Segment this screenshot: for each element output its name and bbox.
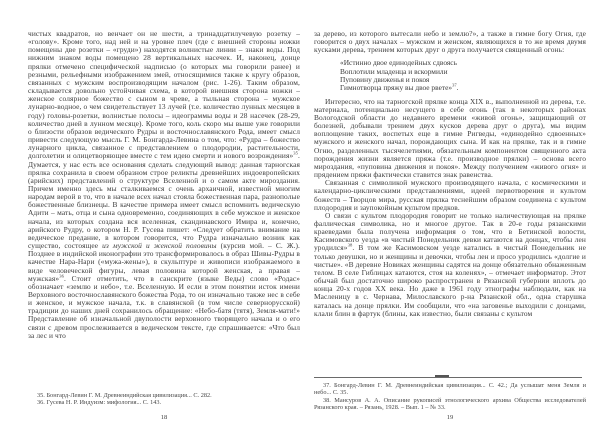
verse-line xyxy=(340,84,586,92)
verse-quote xyxy=(340,59,586,92)
text-segment: Гимнотворца пряжу вы двое рвете» xyxy=(340,83,453,93)
body-text-right xyxy=(314,30,586,372)
text-segment: (курсив мой. – С. Ж.). Позднее в индийской иконографии это трансформировалось в образ Шивы-Рудры в качестве Нара-Нари («мужа-жены»), в скульптуре и живописи изображаемого в виде человеческой фигуры, левая половина которой женская, а правая – мужская» xyxy=(28,241,300,283)
footnote-marker-35: 35 xyxy=(293,150,299,156)
footnote-38: 38. Мансуров А. А. Описание рукописей этнологического архива Общества исследователей Рязанского края. – Рязань, 1928. – Вып. 1 – № 33. xyxy=(314,396,586,411)
text-segment: чистых квадратов, но венчает он не шести, а тринадцатилучевую розетку – «голову». Кроме того, над ней и на уровне плеч (где с внешней стороны ножки помещены две розетки – «груди») находятся волнистые линии – знаки воды. Под нижним знаком воды помещено 28 вертикальных насечек. И, наконец, донце прялки отмечено специфической надписью (о которых мы говорили ранее) и резными, рельефными изображением змей, относящимися также к кругу образов, связанных с мужским воспроизводящим началом (рис. 1-26). Таким образом, складывается довольно устойчивая схема, в которой внешняя сторона ножки – женское солярное божество с сыном в чреве, а тыльная сторона – мужское лунарно-водное, о чем свидетельствует 13 лучей (т.е. количество лунных месяцев в году) головы-розетки, волнистые полосы – идеограммы воды и 28 насечек (28-29, количество дней в лунном месяце). Кроме того, коль скоро мы выше уже говорили о близости образов ведического Рудры и восточнославянского Рода, имеет смысл привести следующую мысль Г. М. Бонгарда-Левина о том, что: «Рудра – божество лунарного цикла, связанное с представлением о плодородии, растительности, долголетии и олицетворяющее вместе с тем идею смерти и нового возрождения» xyxy=(28,30,300,161)
italic-phrase: из мужской и женской половины xyxy=(102,241,217,251)
body-text-left xyxy=(28,30,300,388)
paragraph: Интересно, что на тарногской прялке конца XIX в., выполненной из дерева, т.е. материала, потенциально несущего в себе огонь (так в некоторых районах Вологодской области до недавнего времени «живой огонь», защищающий от болезней, добывали трением двух кусков дерева друг о друга), мы видим воплощение таких, воспетых еще в гимне Ригведы, «единодейно сдвоенных» мужского и женского начал, порождающих сына. И как на прялке, так и в гимне Огню, разделенных тысячелетиями, обязательным компонентом священного акта порождения жизни является пряжа (т.е. производное прялки) – основа всего мироздания, «пуповина движения и покоя». Между получением «живого огня» и прядением пряжи фактически ставится знак равенства. xyxy=(314,96,586,180)
paragraph: за дерево, из которого вытесали небо и землю?», а также в гимне богу Огня, где говорится о двух началах – мужском и женском, являющихся в то же время двумя кусками дерева, трением которых друг о друга получается священный огонь: xyxy=(314,30,586,55)
page-number-right: 19 xyxy=(446,414,454,421)
page-number-left: 18 xyxy=(160,414,168,421)
footnote-marker-37: 37 xyxy=(452,82,457,88)
footnote-35: 35. Бонгард-Левин Г. М. Древнеиндийская цивилизация... С. 282. xyxy=(37,392,212,399)
text-segment: . xyxy=(456,83,459,93)
text-segment: О связи с культом плодородия говорит не только наличествующая на прялке фаллическая символика, но и многое другое. Так в 20-е годы рязанскими краеведами была получена информация о том, что в Бетинской волости, Касимовского уезда «в чистый Понедельник девки катаются на донцах, чтобы лен уродился» xyxy=(314,210,586,253)
footnote-36: 36. Гусева Н. Р. Индуизм: мифология... С. 143. xyxy=(37,399,162,407)
verse-line: Пуповину движенья и покоя xyxy=(340,75,430,85)
page-right xyxy=(314,30,586,430)
page-left xyxy=(28,30,300,430)
footnote-37: 37. Бонгард-Левин Г. М. Древнеиндийская цивилизация... С. 42.; Да услышат меня Земля и небо... С. 35. xyxy=(314,382,586,397)
paragraph xyxy=(28,30,300,340)
paragraph xyxy=(314,212,586,318)
verse-line: Воплотили младенца и вскормили xyxy=(340,66,448,76)
footnote-divider xyxy=(314,377,582,378)
paragraph: Связанная с символикой мужского производящего начала, с космическими и календарно-циклическими представлениями, идеей первотворения и культом божеств – Творцов мира, русская прялка теснейшим образом соединена с культом плодородия и заупокойным культом предков. xyxy=(314,178,586,212)
text-segment: . В том же Касимовском уезде катались в чистый Понедельник не только девушки, но и женщины и девочки, чтобы лен и просо уродились «долгие и чистые». «В деревне Новиках женщины садятся на донце обязательно обнаженным телом. В селе Гиблицах катаются, стоя на коленях», – отмечает информатор. Этот обычай был достаточно широко распространен в Рязанской губернии вплоть до конца 20-х годов XX века. Но даже в 1961 году этнографы наблюдали, как на Масленицу в с. Чернава, Милославского р-на Рязанской обл., одна старушка каталась на донце прялки. Им сообщили, что «на заговенье выходили с донцами, клали блин в фартук (блины, как известно, были связаны с культом xyxy=(314,243,586,318)
footnotes-right xyxy=(314,382,586,411)
verse-line: «Истинно двое единодейных сдвоясь xyxy=(340,58,457,68)
footnote-marker-38: 38 xyxy=(347,243,353,248)
text-segment: . Думается, у нас есть все основания сделать следующий вывод: данная тарногская прялка сохранила в своем образном строе реликты древнейших индоевропейских (арийских) представлений о структуре Вселенной и о самом акте мироздания. Причем именно здесь мы сталкиваемся с очень архаичной, известной многим народам верой в то, что в начале всех начал стояла божественная пара, разнополые божественные близнецы. В качестве примера имеет смысл вспомнить ведическую Адити – мать, отца и сына одновременно, соединяющих в себе мужское и женское начала, из которых создана вся вселенная, скандинавского Имира и, конечно, арийского Рудру, о котором Н. Р. Гусева пишет: «Следует обратить внимание на ведическое предание, в котором говорится, что Рудра изначально возник как существо, состоящее xyxy=(28,151,300,251)
footnotes-left xyxy=(28,392,300,407)
text-segment: . Стоит отметить, что в санскрите (языке Веды) слово «Родас» обозначает «землю и небо», т.е. Вселенную. И если в этом понятии исток имени Верховного восточнославянского божества Рода, то он изначально также нес в себе и женское, и мужское начала, т.к. в славянской (в том числе севернорусской) традиции до наших дней сохранилось обращение: «Небо-батя (тятя), Земля-мати!» Представление об изначальной двуполости верховного творящего начала и о его связи с древом прослеживается в ведическом тексте, где спрашивается: «Что был за лес и что xyxy=(28,273,300,340)
footnote-marker-36: 36 xyxy=(59,273,64,279)
